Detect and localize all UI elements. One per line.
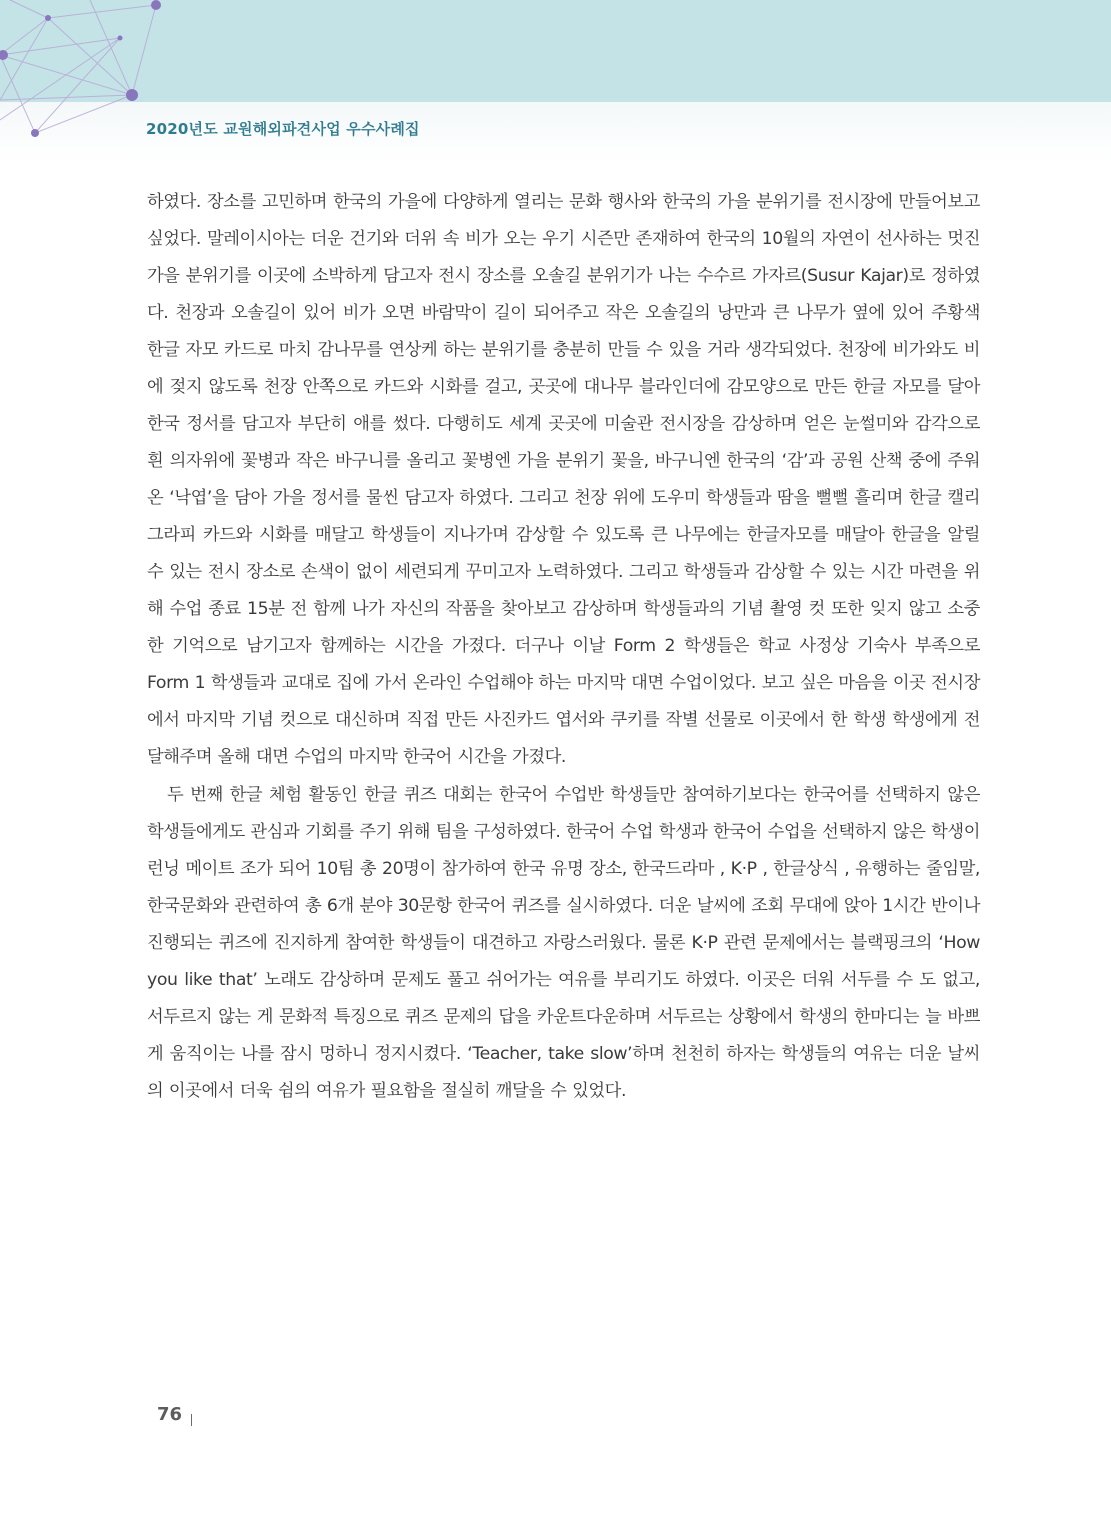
paragraph: 하였다. 장소를 고민하며 한국의 가을에 다양하게 열리는 문화 행사와 한국의 가을 분위기를 전시장에 만들어보고 싶었다. 말레이시아는 더운 건기와 더위 속 비가 오는 우기 시즌만 존재하여 한국의 10월의 자연이 선사하는 멋진 가을 분위기를 이곳에 소박하게 담고자 전시 장소를 오솔길 분위기가 나는 수수르 가자르(Susur Kajar)로 정하였다. 천장과 오솔길이 있어 비가 오면 바람막이 길이 되어주고 작은 오솔길의 낭만과 큰 나무가 옆에 있어 주황색 한글 자모 카드로 마치 감나무를 연상케 하는 분위기를 충분히 만들 수 있을 거라 생각되었다. 천장에 비가와도 비에 젖지 않도록 천장 안쪽으로 카드와 시화를 걸고, 곳곳에 대나무 블라인더에 감모양으로 만든 한글 자모를 달아 한국 정서를 담고자 부단히 애를 썼다. 다행히도 세계 곳곳에 미술관 전시장을 감상하며 얻은 눈썰미와 감각으로 흰 의자위에 꽃병과 작은 바구니를 올리고 꽃병엔 가을 분위기 꽃을, 바구니엔 한국의 ‘감’과 공원 산책 중에 주워온 ‘낙엽’을 담아 가을 정서를 물씬 담고자 하였다. 그리고 천장 위에 도우미 학생들과 땀을 뻘뻘 흘리며 한글 캘리그라피 카드와 시화를 매달고 학생들이 지나가며 감상할 수 있도록 큰 나무에는 한글자모를 매달아 한글을 알릴 수 있는 전시 장소로 손색이 없이 세련되게 꾸미고자 노력하였다. 그리고 학생들과 감상할 수 있는 시간 마련을 위해 수업 종료 15분 전 함께 나가 자신의 작품을 찾아보고 감상하며 학생들과의 기념 촬영 컷 또한 잊지 않고 소중한 기억으로 남기고자 함께하는 시간을 가졌다. 더구나 이날 Form 2 학생들은 학교 사정상 기숙사 부족으로 Form 1 학생들과 교대로 집에 가서 온라인 수업해야 하는 마지막 대면 수업이었다. 보고 싶은 마음을 이곳 전시장에서 마지막 기념 컷으로 대신하며 직접 만든 사진카드 엽서와 쿠키를 작별 선물로 이곳에서 한 학생 학생에게 전달해주며 올해 대면 수업의 마지막 한국어 시간을 가졌다. <box>147 192 980 767</box>
running-title: 2020년도 교원해외파견사업 우수사례집 <box>146 120 420 138</box>
paragraph: 두 번째 한글 체험 활동인 한글 퀴즈 대회는 한국어 수업반 학생들만 참여하기보다는 한국어를 선택하지 않은 학생들에게도 관심과 기회를 주기 위해 팀을 구성하였다. 한국어 수업 학생과 한국어 수업을 선택하지 않은 학생이 런닝 메이트 조가 되어 10팀 총 20명이 참가하여 한국 유명 장소, 한국드라마 , K·P , 한글상식 , 유행하는 줄임말, 한국문화와 관련하여 총 6개 분야 30문항 한국어 퀴즈를 실시하였다. 더운 날씨에 조회 무대에 앉아 1시간 반이나 진행되는 퀴즈에 진지하게 참여한 학생들이 대견하고 자랑스러웠다. 물론 K·P 관련 문제에서는 블랙핑크의 ‘How you like that’ 노래도 감상하며 문제도 풀고 쉬어가는 여유를 부리기도 하였다. 이곳은 더워 서두를 수 도 없고, 서두르지 않는 게 문화적 특징으로 퀴즈 문제의 답을 카운트다운하며 서두르는 상황에서 학생의 한마디는 늘 바쁘게 움직이는 나를 잠시 멍하니 정지시켰다. ‘Teacher, take slow’하며 천천히 하자는 학생들의 여유는 더운 날씨의 이곳에서 더욱 쉼의 여유가 필요함을 절실히 깨달을 수 있었다. <box>147 785 980 1101</box>
page-number-divider <box>191 1414 192 1426</box>
page-number: 76 <box>157 1404 183 1425</box>
body-text <box>147 184 980 1110</box>
